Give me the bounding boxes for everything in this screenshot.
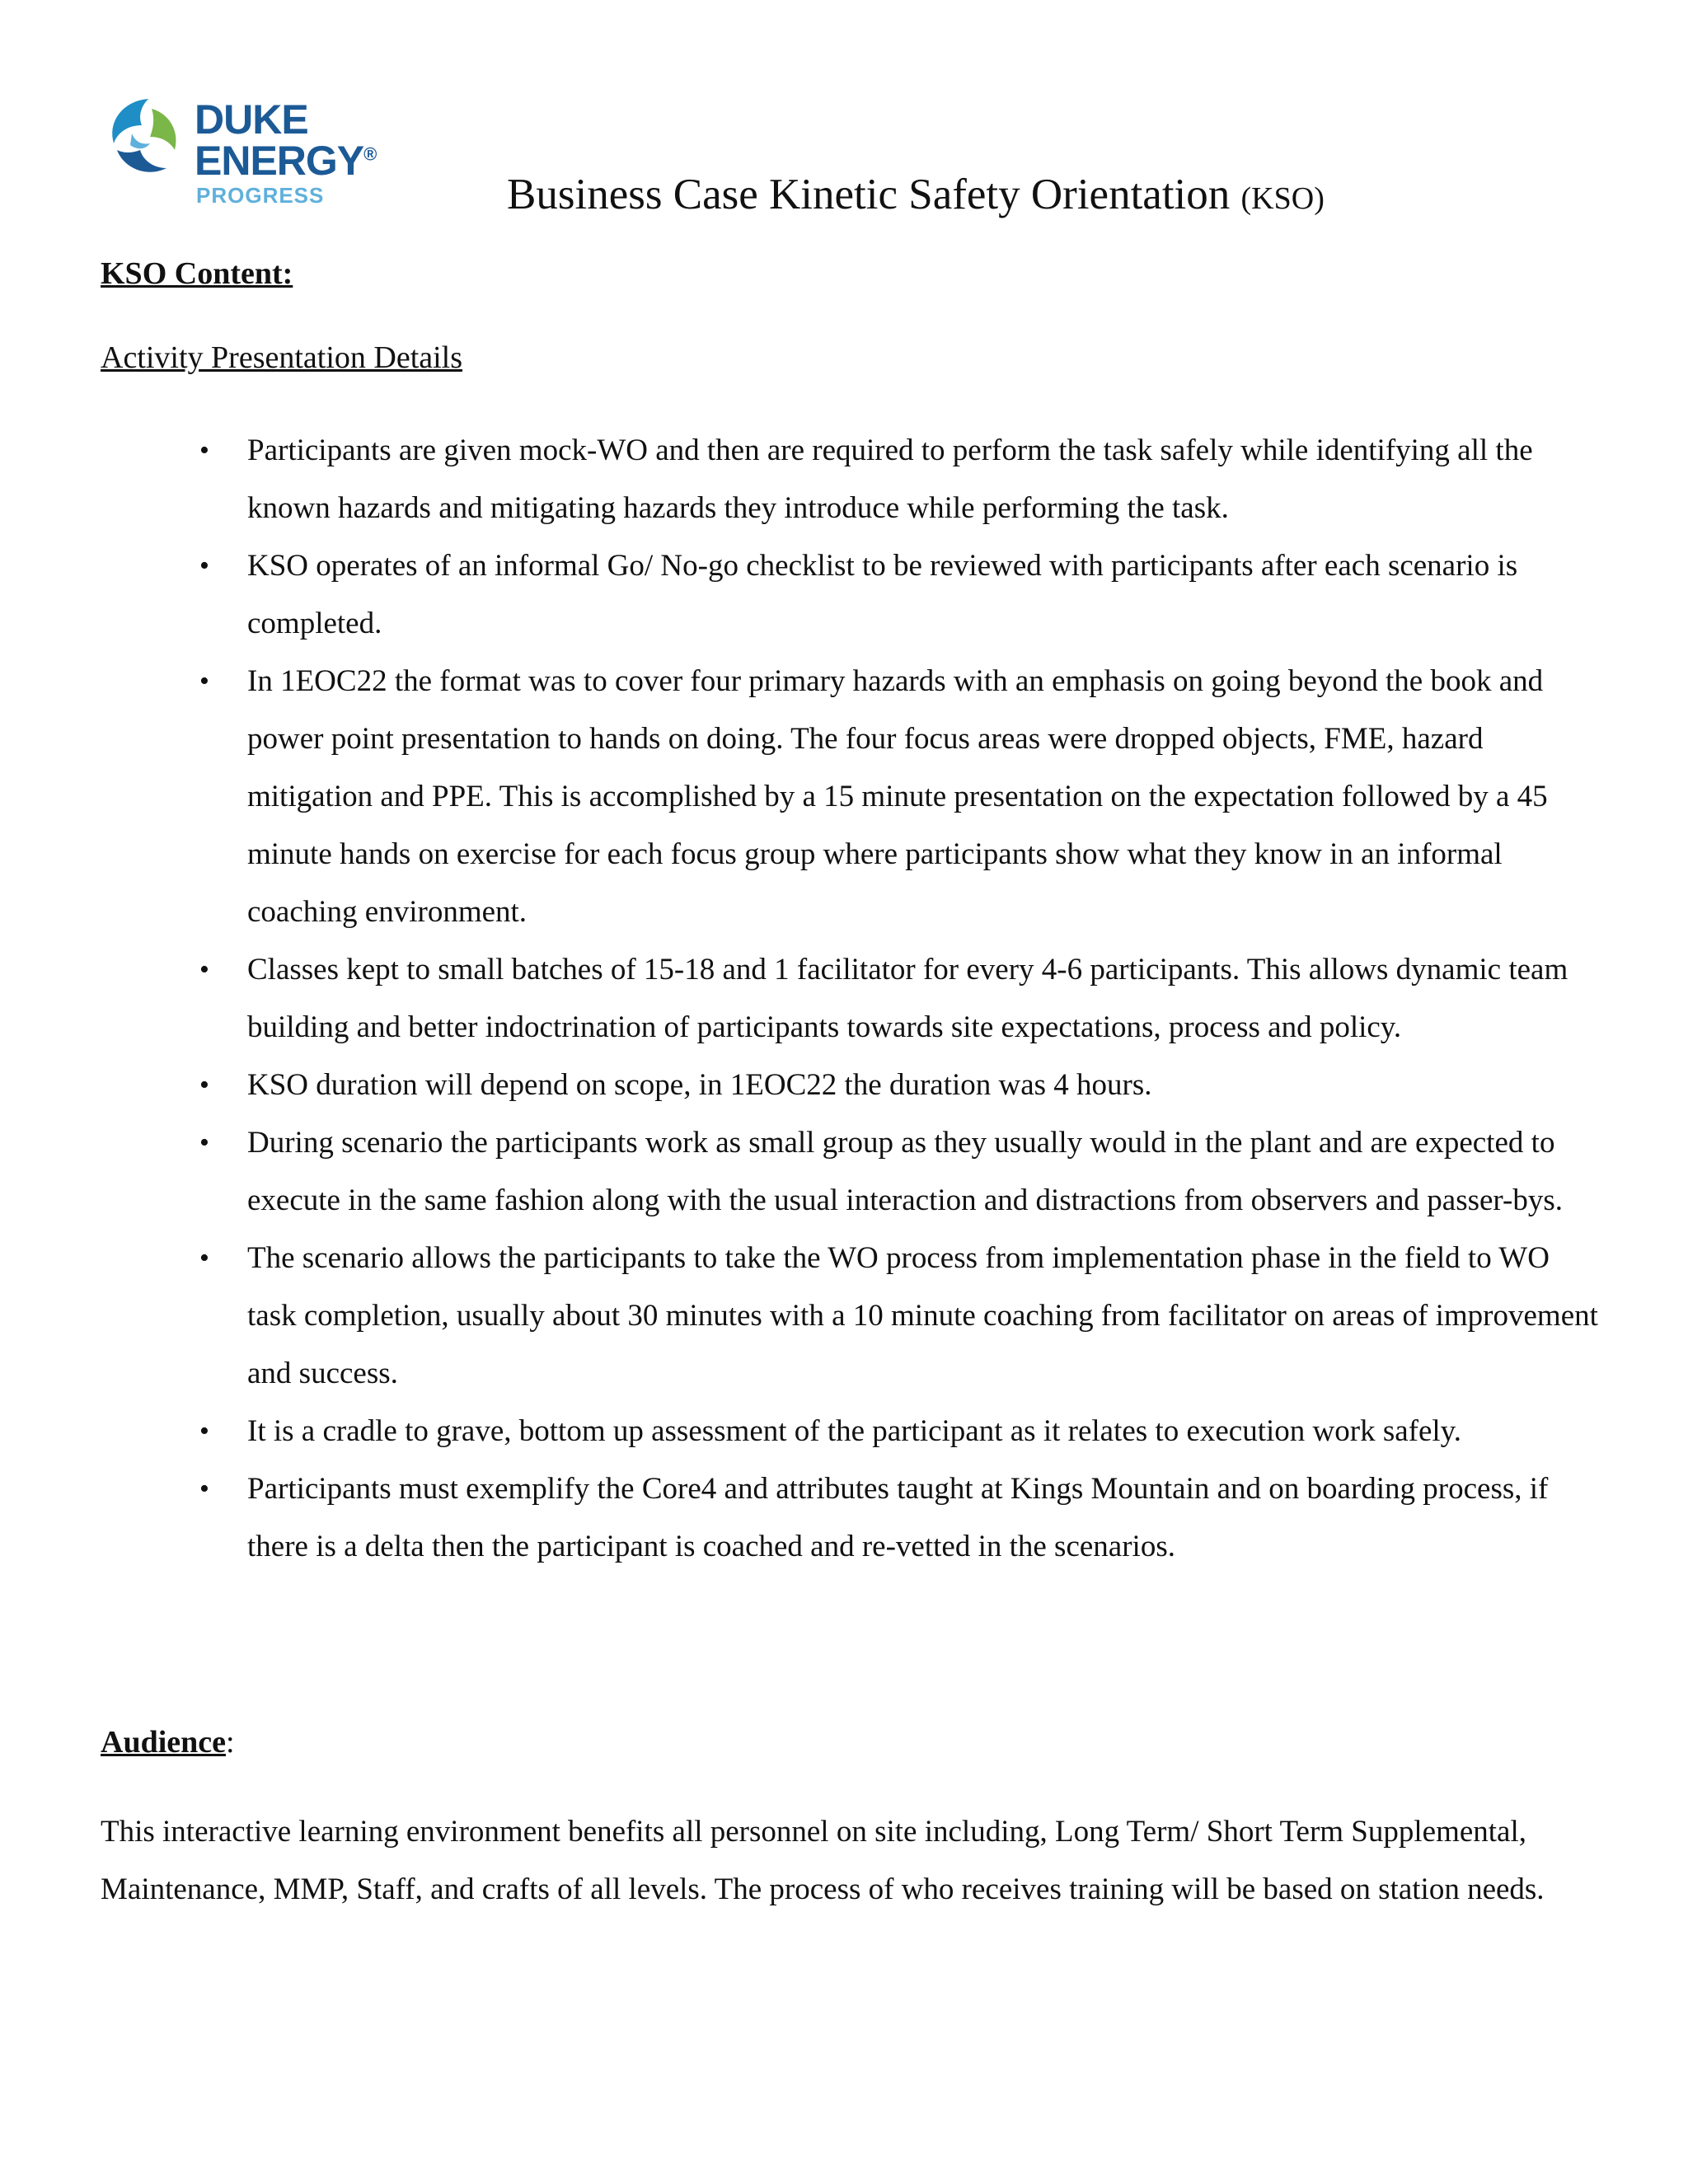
audience-heading — [101, 1724, 235, 1762]
activity-bullet-list — [199, 422, 1599, 1576]
bullet-icon: • — [199, 1474, 209, 1504]
title-abbreviation: (KSO) — [1240, 181, 1325, 216]
bullet-icon: • — [199, 551, 209, 581]
bullet-icon: • — [199, 1070, 209, 1100]
list-item: • KSO operates of an informal Go/ No-go checklist to be reviewed with participants after each scenario is completed. — [247, 537, 1599, 653]
audience-colon: : — [226, 1725, 235, 1760]
bullet-icon: • — [199, 1243, 209, 1273]
list-item: • It is a cradle to grave, bottom up assessment of the participant as it relates to execution work safely. — [247, 1403, 1599, 1460]
list-item: • Participants must exemplify the Core4 and attributes taught at Kings Mountain and on boarding process, if there is a delta then the participant is coached and re-vetted in the scenarios. — [247, 1460, 1599, 1576]
logo-text-energy: ENERGY® — [195, 138, 377, 184]
bullet-icon: • — [199, 666, 209, 696]
list-item: • In 1EOC22 the format was to cover four primary hazards with an emphasis on going beyond the book and power point presentation to hands on doing. The four focus areas were dropped objects, FME, hazard mitigation and PPE. This is accomplished by a 15 minute presentation on the expectation followed by a 45 minute hands on exercise for each focus group where participants show what they know in an informal coaching environment. — [247, 653, 1599, 941]
document-title — [507, 169, 1325, 222]
logo-text-duke: DUKE — [195, 96, 308, 143]
audience-label: Audience — [101, 1725, 226, 1760]
logo-text-progress: PROGRESS — [196, 183, 325, 208]
list-item: • Participants are given mock-WO and then are required to perform the task safely while identifying all the known hazards and mitigating hazards they introduce while performing the task. — [247, 422, 1599, 537]
duke-energy-logo — [99, 92, 377, 216]
list-item: • KSO duration will depend on scope, in 1EOC22 the duration was 4 hours. — [247, 1057, 1599, 1114]
audience-paragraph: This interactive learning environment benefits all personnel on site including, Long Term/ Short Term Supplemental, Maintenance, MMP, Staff, and crafts of all levels. The process of who receives training will be based on station needs. — [101, 1815, 1545, 1906]
bullet-icon: • — [199, 1127, 209, 1158]
duke-energy-swirl-icon — [99, 92, 190, 183]
title-main: Business Case Kinetic Safety Orientation — [507, 171, 1231, 218]
registered-mark: ® — [363, 143, 377, 165]
list-item: • Classes kept to small batches of 15-18 and 1 facilitator for every 4-6 participants. This allows dynamic team building and better indoctrination of participants towards site expectations, process and policy. — [247, 941, 1599, 1057]
kso-content-heading: KSO Content: — [101, 256, 293, 291]
bullet-icon: • — [199, 954, 209, 985]
activity-presentation-heading: Activity Presentation Details — [101, 340, 463, 375]
list-item: • The scenario allows the participants to take the WO process from implementation phase in the field to WO task completion, usually about 30 minutes with a 10 minute coaching from facilitator on areas of improvement and success. — [247, 1230, 1599, 1403]
list-item: • During scenario the participants work as small group as they usually would in the plant and are expected to execute in the same fashion along with the usual interaction and distractions from observers and passer-bys. — [247, 1114, 1599, 1230]
bullet-icon: • — [199, 435, 209, 466]
bullet-icon: • — [199, 1416, 209, 1446]
